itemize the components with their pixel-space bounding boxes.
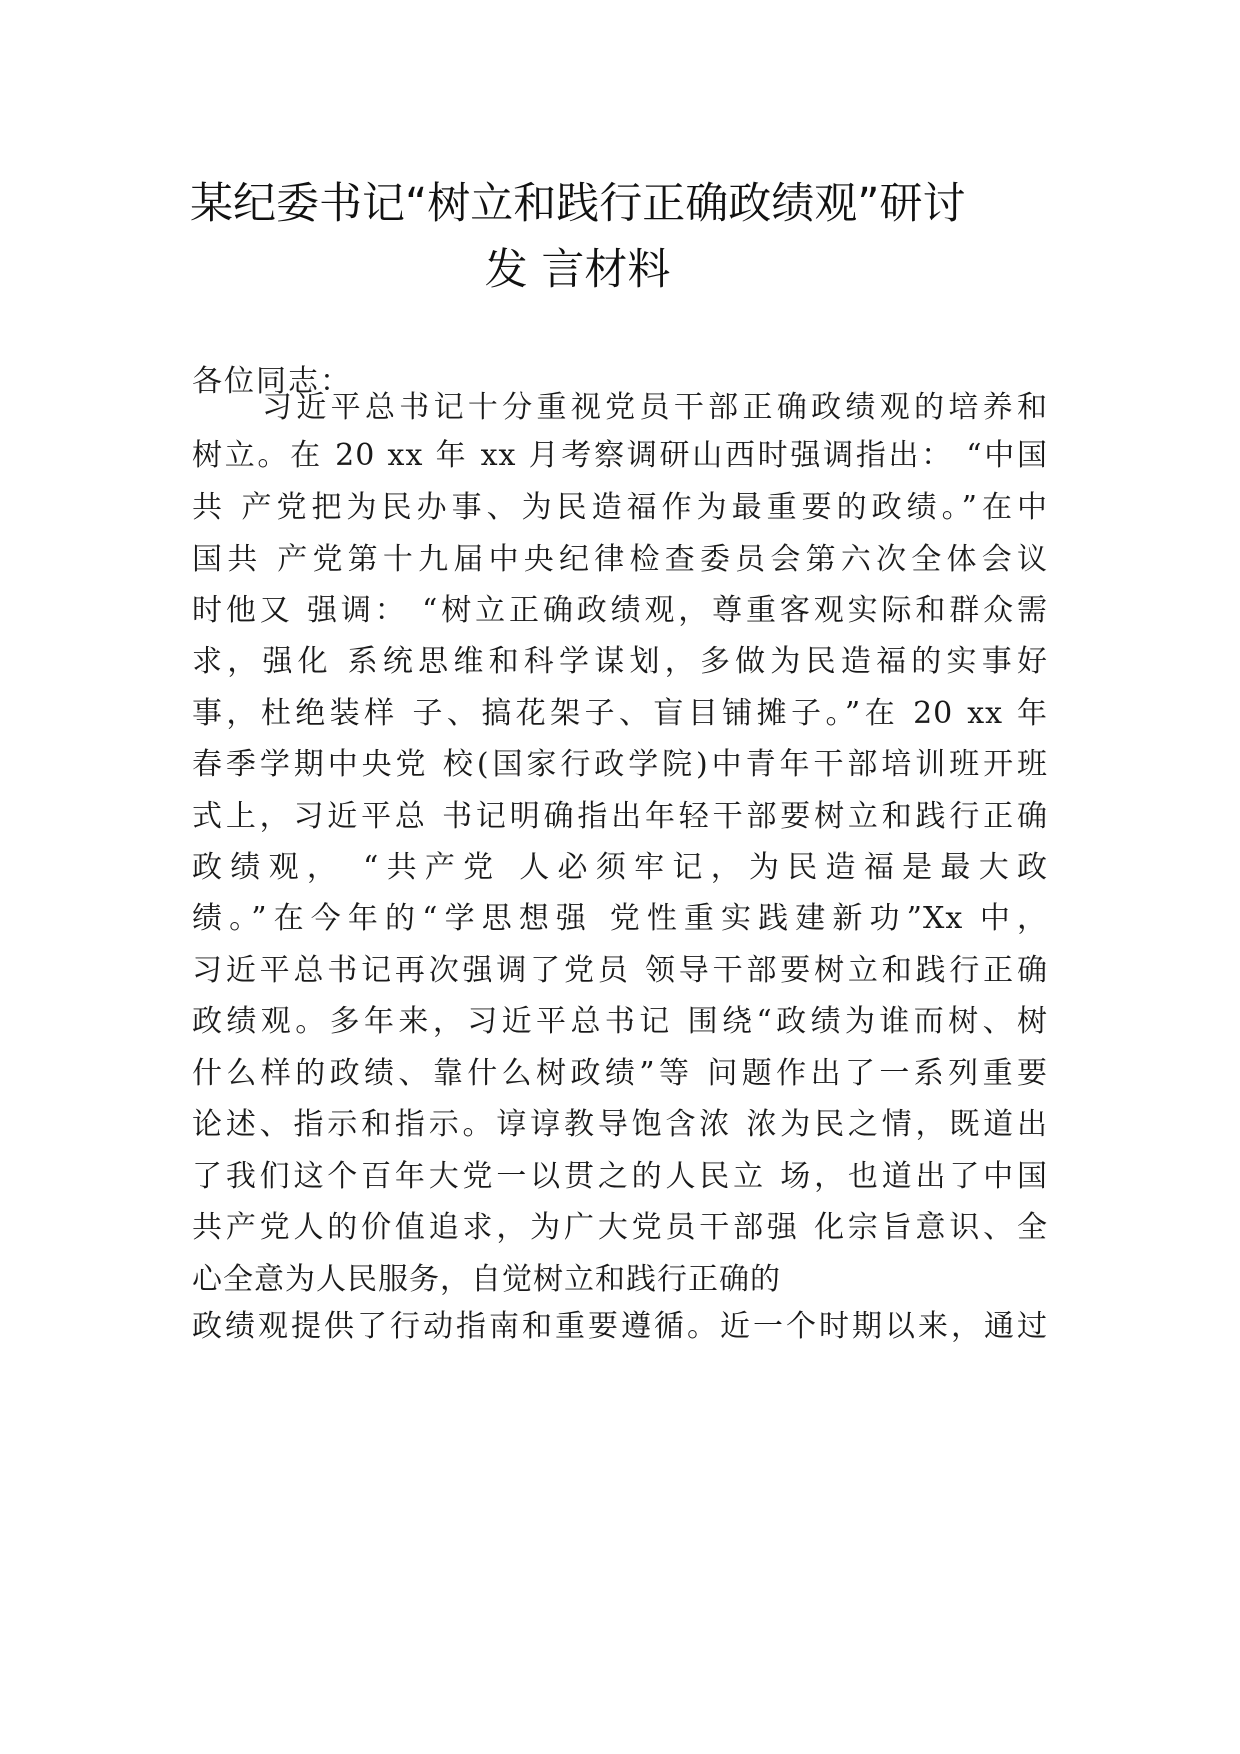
body-text-line: 习近平总书记再次强调了党员 领导干部要树立和践行正确 bbox=[192, 953, 1048, 988]
body-text-line: 春季学期中央党 校(国家行政学院)中青年干部培训班开班 bbox=[192, 747, 1048, 782]
body-text-line: 习近平总书记十分重视党员干部正确政绩观的培养和 bbox=[262, 390, 1048, 425]
body-text-line: 政绩观提供了行动指南和重要遵循。近一个时期以来，通过 bbox=[192, 1309, 1048, 1344]
salutation: 各位同志： bbox=[192, 364, 352, 399]
body-text-line: 了我们这个百年大党一以贯之的人民立 场，也道出了中国 bbox=[192, 1159, 1048, 1194]
body-text-line: 事，杜绝装样 子、搞花架子、盲目铺摊子。”在 20 xx 年 bbox=[192, 696, 1048, 731]
body-text-line: 求，强化 系统思维和科学谋划，多做为民造福的实事好 bbox=[192, 644, 1048, 679]
body-text-line: 什么样的政绩、靠什么树政绩”等 问题作出了一系列重要 bbox=[192, 1056, 1048, 1091]
document-title-line-2: 发 言材料 bbox=[484, 245, 671, 295]
body-text-line: 时他又 强调： “树立正确政绩观，尊重客观实际和群众需 bbox=[192, 593, 1048, 628]
body-text-line: 式上，习近平总 书记明确指出年轻干部要树立和践行正确 bbox=[192, 799, 1048, 834]
body-text-line: 政绩观， “共产党 人必须牢记，为民造福是最大政 bbox=[192, 850, 1048, 885]
body-text-line: 论述、指示和指示。谆谆教导饱含浓 浓为民之情，既道出 bbox=[192, 1107, 1048, 1142]
document-title-line-1: 某纪委书记“树立和践行正确政绩观”研讨 bbox=[190, 179, 966, 229]
body-text-line: 树立。在 20 xx 年 xx 月考察调研山西时强调指出： “中国 bbox=[192, 438, 1048, 473]
body-text-line: 共 产党把为民办事、为民造福作为最重要的政绩。”在中 bbox=[192, 490, 1048, 525]
body-text-line: 国共 产党第十九届中央纪律检查委员会第六次全体会议 bbox=[192, 542, 1048, 577]
body-text-line: 政绩观。多年来，习近平总书记 围绕“政绩为谁而树、树 bbox=[192, 1004, 1048, 1039]
body-text-line: 共产党人的价值追求，为广大党员干部强 化宗旨意识、全 bbox=[192, 1210, 1048, 1245]
body-text-line: 心全意为人民服务，自觉树立和践行正确的 bbox=[192, 1262, 781, 1297]
body-text-line: 绩。”在今年的“学思想强 党性重实践建新功”Xx 中， bbox=[192, 901, 1048, 936]
